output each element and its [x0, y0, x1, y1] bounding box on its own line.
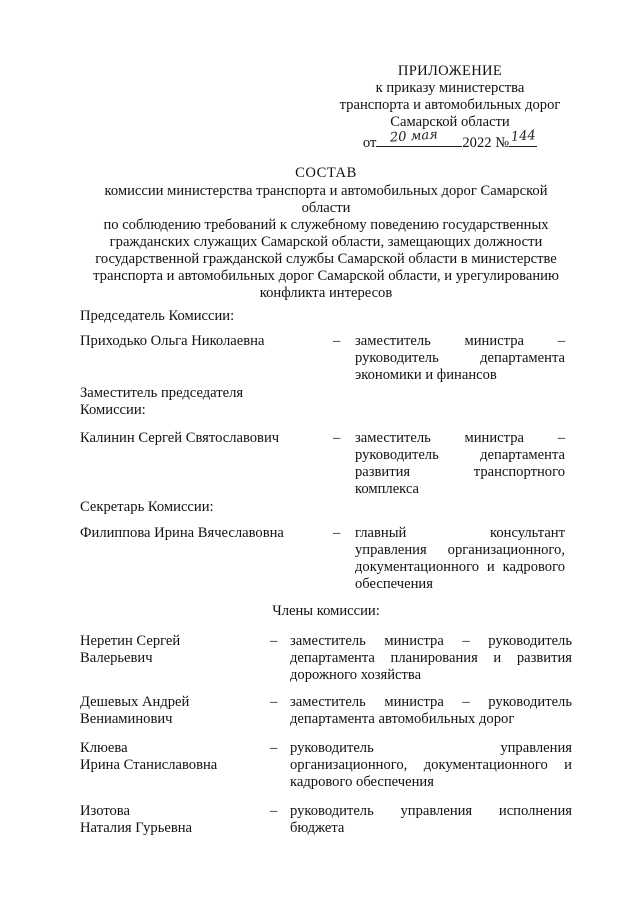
- handwritten-number: 144: [510, 128, 537, 145]
- handwritten-date: 20 мая: [389, 127, 439, 146]
- order-year: 2022 №: [462, 135, 510, 151]
- member-name: [80, 633, 260, 667]
- date-prefix: от: [362, 135, 377, 151]
- member-desc-line: руководитель управления исполнения: [290, 803, 572, 819]
- document-subtitle: [80, 183, 572, 302]
- subtitle-line: гражданских служащих Самарской области, замещающих должности: [109, 234, 543, 250]
- secretary-desc-line: документационного и кадрового: [355, 559, 565, 575]
- member-dash: –: [270, 803, 278, 819]
- chair-desc-line: экономики и финансов: [355, 367, 497, 383]
- member-name: [80, 740, 260, 774]
- subtitle-line: государственной гражданской службы Самарской области в министерстве: [95, 251, 557, 267]
- deputy-label: [80, 385, 243, 419]
- chair-name: Приходько Ольга Николаевна: [80, 333, 265, 349]
- member-name: [80, 803, 260, 837]
- member-description: [290, 633, 572, 684]
- appendix-header: [330, 63, 570, 152]
- member-desc-line: кадрового обеспечения: [290, 774, 434, 790]
- member-given-names: Валерьевич: [80, 650, 153, 666]
- date-blank: [376, 127, 462, 147]
- subtitle-line: транспорта и автомобильных дорог Самарской области, и урегулированию: [93, 268, 559, 284]
- member-surname: Клюева: [80, 740, 128, 756]
- chair-desc-line: заместитель министра –: [355, 333, 565, 349]
- secretary-label: Секретарь Комиссии:: [80, 499, 214, 515]
- chair-desc-line: руководитель департамента: [355, 350, 565, 366]
- member-desc-line: заместитель министра – руководитель: [290, 694, 572, 710]
- secretary-name: Филиппова Ирина Вячеславовна: [80, 525, 284, 541]
- deputy-description: [355, 430, 565, 498]
- member-desc-line: руководитель управления: [290, 740, 572, 756]
- deputy-label-line: Заместитель председателя: [80, 385, 244, 401]
- member-desc-line: организационного, документационного и: [290, 757, 572, 773]
- deputy-name: Калинин Сергей Святославович: [80, 430, 280, 446]
- member-dash: –: [270, 740, 278, 756]
- chair-dash: –: [333, 333, 341, 349]
- appendix-line-3: Самарской области: [390, 114, 510, 130]
- secretary-description: [355, 525, 565, 593]
- deputy-desc-line: комплекса: [355, 481, 420, 497]
- member-dash: –: [270, 694, 278, 710]
- member-description: [290, 694, 572, 728]
- member-dash: –: [270, 633, 278, 649]
- member-description: [290, 740, 572, 791]
- subtitle-line: по соблюдению требований к служебному поведению государственных: [103, 217, 549, 233]
- number-blank: [509, 128, 537, 147]
- deputy-label-line: Комиссии:: [80, 402, 146, 418]
- subtitle-line: конфликта интересов: [259, 285, 393, 301]
- member-desc-line: дорожного хозяйства: [290, 667, 422, 683]
- chair-description: [355, 333, 565, 384]
- appendix-line-2: транспорта и автомобильных дорог: [339, 97, 561, 113]
- appendix-title: ПРИЛОЖЕНИЕ: [397, 63, 503, 79]
- subtitle-line: комиссии министерства транспорта и автомобильных дорог Самарской области: [104, 183, 548, 216]
- member-desc-line: департамента автомобильных дорог: [290, 711, 515, 727]
- document-title: СОСТАВ: [295, 165, 357, 181]
- secretary-desc-line: главный консультант: [355, 525, 565, 541]
- deputy-desc-line: руководитель департамента: [355, 447, 565, 463]
- member-surname: Неретин Сергей: [80, 633, 181, 649]
- secretary-desc-line: обеспечения: [355, 576, 433, 592]
- deputy-desc-line: заместитель министра –: [355, 430, 565, 446]
- member-desc-line: бюджета: [290, 820, 345, 836]
- members-title: Члены комиссии:: [272, 603, 380, 619]
- member-given-names: Вениаминович: [80, 711, 173, 727]
- member-desc-line: заместитель министра – руководитель: [290, 633, 572, 649]
- deputy-dash: –: [333, 430, 341, 446]
- member-surname: Дешевых Андрей: [80, 694, 190, 710]
- member-description: [290, 803, 572, 837]
- member-desc-line: департамента планирования и развития: [290, 650, 572, 666]
- appendix-line-1: к приказу министерства: [375, 80, 525, 96]
- member-name: [80, 694, 260, 728]
- member-given-names: Наталия Гурьевна: [80, 820, 193, 836]
- member-surname: Изотова: [80, 803, 130, 819]
- chair-label: Председатель Комиссии:: [80, 308, 235, 324]
- member-given-names: Ирина Станиславовна: [80, 757, 218, 773]
- order-date-line: [330, 127, 570, 152]
- secretary-dash: –: [333, 525, 341, 541]
- deputy-desc-line: развития транспортного: [355, 464, 565, 480]
- secretary-desc-line: управления организационного,: [355, 542, 565, 558]
